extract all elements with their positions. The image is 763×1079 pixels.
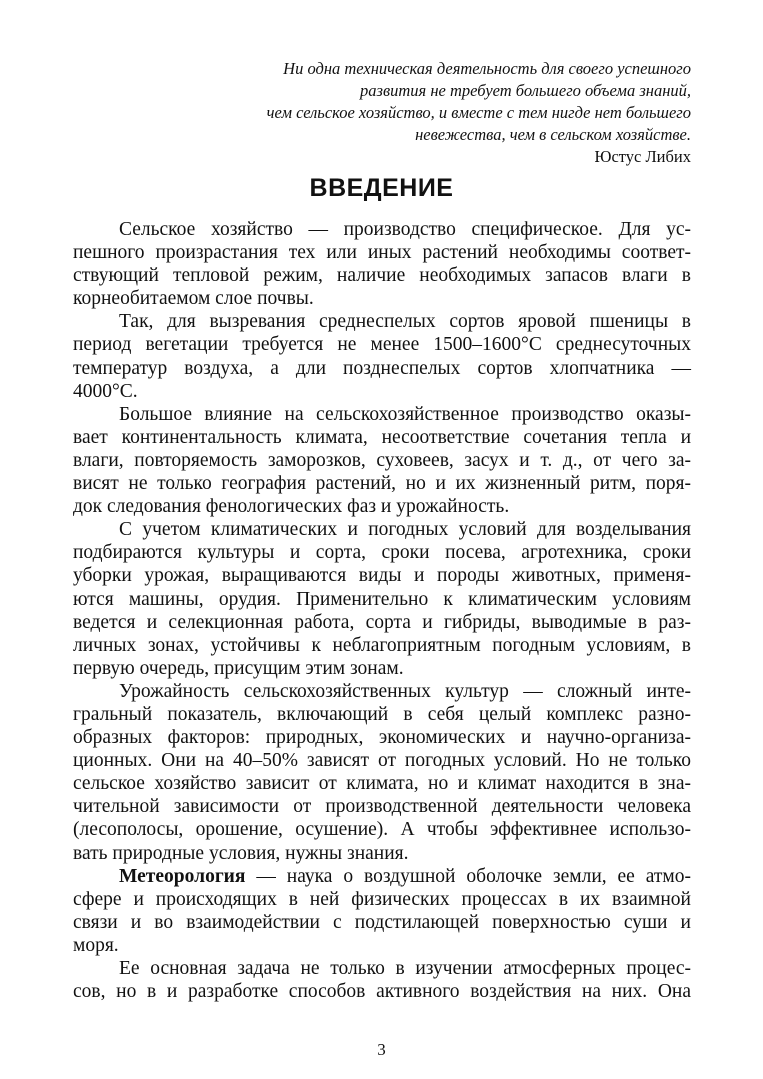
text-line: док следования фенологических фаз и урожайность. [73, 496, 510, 518]
epigraph-line: Ни одна техническая деятельность для своего успешного [283, 59, 691, 78]
text-line: корнеобитаемом слое почвы. [73, 288, 314, 310]
epigraph-line: невежества, чем в сельском хозяйстве. [415, 125, 691, 144]
text-line [73, 865, 691, 888]
page-number: 3 [377, 1040, 386, 1059]
text-line: вает континентальность климата, несоответствие сочетания тепла и [73, 426, 691, 448]
text-line: Ее основная задача не только в изучении атмосферных процес- [119, 958, 691, 979]
text-line: вать природные условия, нужны знания. [73, 842, 409, 864]
page-title: ВВЕДЕНИЕ [309, 174, 454, 202]
text-line: ются машины, орудия. Применительно к климатическим условиям [73, 588, 691, 610]
text-line: пешного произрастания тех или иных растений необходимы соответ- [73, 242, 691, 264]
text-line: сфере и происходящих в ней физических процессах в их взаимной [73, 888, 691, 910]
paragraph [73, 218, 691, 310]
text-line: связи и во взаимодействии с подстилающей поверхностью суши и [73, 911, 691, 933]
text-line: период вегетации требуется не менее 1500–1600°С среднесуточных [73, 334, 691, 356]
body-text [73, 218, 691, 1003]
epigraph-line: чем сельское хозяйство, и вместе с тем нигде нет большего [266, 103, 691, 122]
text-line: сов, но в и разработке способов активного воздействия на них. Она [73, 981, 691, 1003]
paragraph [73, 865, 691, 957]
paragraph [73, 403, 691, 518]
text-line: образных факторов: природных, экономических и научно-организа- [73, 727, 691, 749]
epigraph [171, 58, 691, 168]
epigraph-line: развития не требует большего объема знаний, [360, 81, 691, 100]
text-line: подбираются культуры и сорта, сроки посева, агротехника, сроки [73, 542, 691, 564]
text-line: (лесополосы, орошение, осушение). А чтобы эффективнее использо- [73, 819, 691, 841]
text-line: моря. [73, 934, 119, 956]
term-meteorology: Метеорология [119, 865, 246, 887]
text-line: висят не только география растений, но и их жизненный ритм, поря- [73, 473, 691, 495]
text-line: ционных. Они на 40–50% зависят от погодных условий. Но не только [73, 750, 691, 772]
text-line: гральный показатель, включающий в себя целый комплекс разно- [73, 703, 691, 725]
text-line: 4000°С. [73, 380, 138, 402]
text-line: первую очередь, присущим этим зонам. [73, 657, 404, 679]
paragraph [73, 518, 691, 680]
text-line: ствующий тепловой режим, наличие необходимых запасов влаги в [73, 265, 691, 287]
text-line: личных зонах, устойчивы к неблагоприятным погодным условиям, в [73, 634, 691, 656]
text-line: влаги, повторяемость заморозков, суховеев, засух и т. д., от чего за- [73, 449, 691, 471]
text-line: Сельское хозяйство — производство специфическое. Для ус- [119, 219, 691, 240]
text-line: ведется и селекционная работа, сорта и гибриды, выводимые в раз- [73, 611, 691, 633]
text-line: уборки урожая, выращиваются виды и породы животных, применя- [73, 565, 691, 587]
text-line: сельское хозяйство зависит от климата, но и климат находится в зна- [73, 773, 691, 795]
paragraph [73, 310, 691, 402]
text-line: Большое влияние на сельскохозяйственное производство оказы- [119, 403, 691, 425]
text-line: Так, для вызревания среднеспелых сортов яровой пшеницы в [119, 311, 691, 333]
text-line: чительной зависимости от производственной деятельности человека [73, 796, 691, 818]
text-line: С учетом климатических и погодных условий для возделывания [119, 519, 691, 541]
paragraph [73, 680, 691, 865]
paragraph [73, 957, 691, 1003]
text-line: температур воздуха, а дли позднеспелых сортов хлопчатника — [73, 357, 691, 379]
epigraph-author: Юстус Либих [594, 147, 691, 166]
text-line: Урожайность сельскохозяйственных культур — сложный инте- [119, 680, 691, 702]
text-fragment: — наука о воздушной оболочке земли, ее атмо- [245, 865, 691, 887]
